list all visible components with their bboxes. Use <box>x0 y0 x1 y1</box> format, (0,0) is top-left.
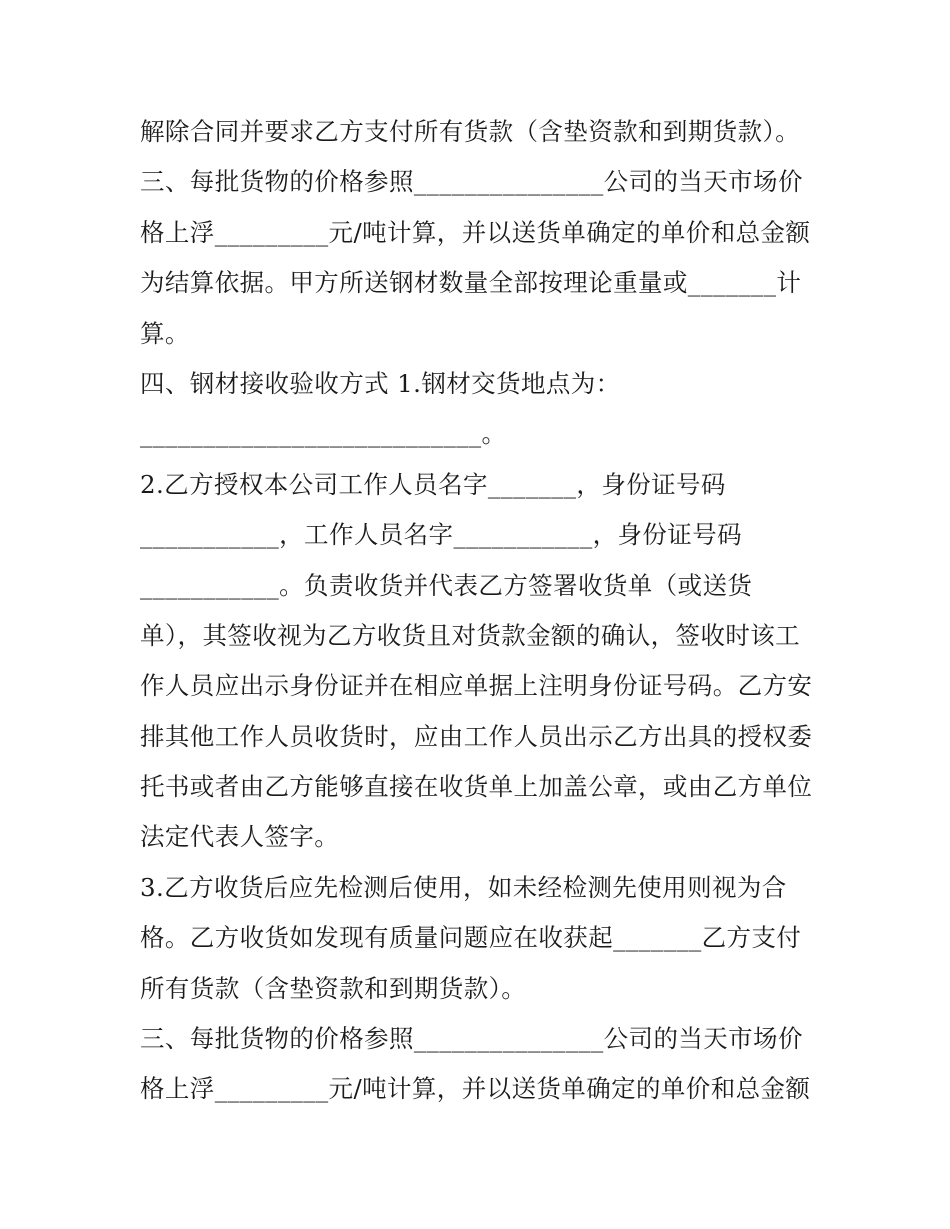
text-line-9: ___________，工作人员名字___________，身份证号码 <box>140 520 742 550</box>
text-line-18: 所有货款（含垫资款和到期货款）。 <box>140 973 527 1003</box>
text-line-3: 格上浮_________元/吨计算，并以送货单确定的单价和总金额 <box>140 217 811 247</box>
text-line-6: 四、钢材接收验收方式 1.钢材交货地点为： <box>140 368 621 398</box>
text-line-8: 2.乙方授权本公司工作人员名字_______，身份证号码 <box>140 469 726 499</box>
text-line-17: 格。乙方收货如发现有质量问题应在收获起_______乙方支付 <box>140 923 802 953</box>
text-line-12: 作人员应出示身份证并在相应单据上注明身份证号码。乙方安 <box>140 671 813 701</box>
text-line-4: 为结算依据。甲方所送钢材数量全部按理论重量或_______计 <box>140 268 802 298</box>
contract-text-body <box>140 107 830 1115</box>
text-line-16: 3.乙方收货后应先检测后使用，如未经检测先使用则视为合 <box>140 872 787 902</box>
text-line-7: ___________________________。 <box>140 419 507 449</box>
text-line-13: 排其他工作人员收货时，应由工作人员出示乙方出具的授权委 <box>140 721 813 751</box>
text-line-19: 三、每批货物的价格参照_______________公司的当天市场价 <box>140 1024 803 1054</box>
text-line-2: 三、每批货物的价格参照_______________公司的当天市场价 <box>140 167 803 197</box>
text-line-15: 法定代表人签字。 <box>140 822 340 852</box>
text-line-14: 托书或者由乙方能够直接在收货单上加盖公章，或由乙方单位 <box>140 772 813 802</box>
text-line-20: 格上浮_________元/吨计算，并以送货单确定的单价和总金额 <box>140 1074 811 1104</box>
text-line-10: ___________。负责收货并代表乙方签署收货单（或送货 <box>140 570 753 600</box>
text-line-1: 解除合同并要求乙方支付所有货款（含垫资款和到期货款）。 <box>140 117 801 146</box>
text-line-11: 单），其签收视为乙方收货且对货款金额的确认，签收时该工 <box>140 620 801 650</box>
text-line-5: 算。 <box>140 318 190 348</box>
